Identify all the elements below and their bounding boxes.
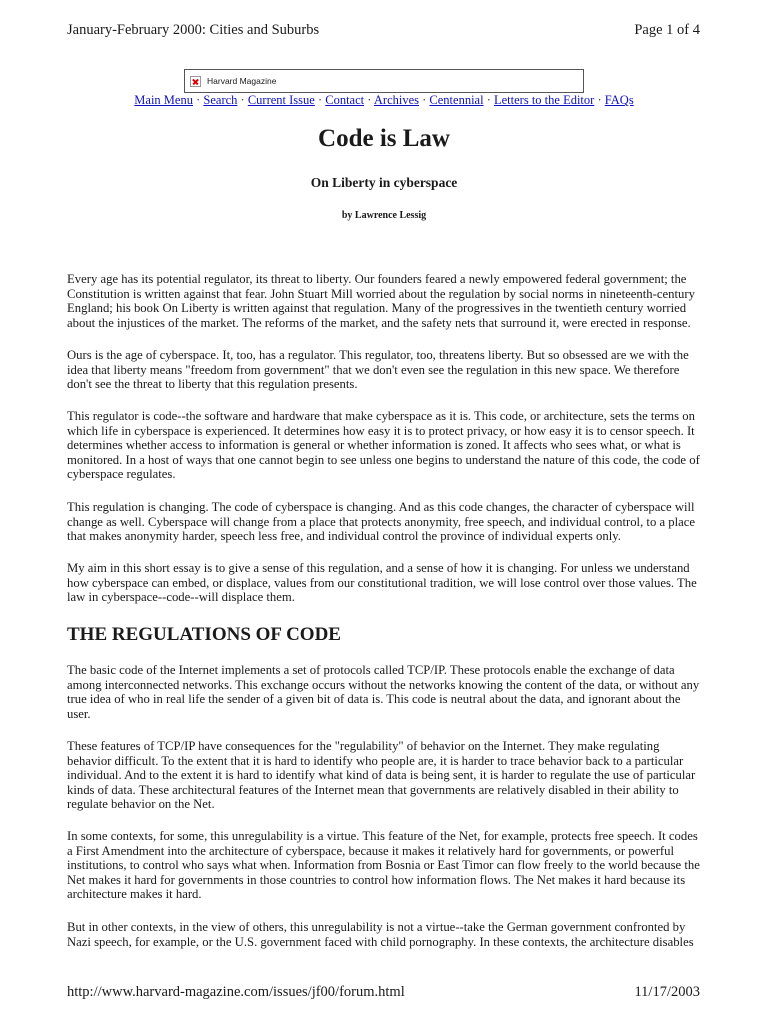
page-number: Page 1 of 4 (634, 22, 700, 38)
nav-separator: · (422, 93, 427, 107)
nav-separator: · (317, 93, 323, 107)
paragraph: These features of TCP/IP have consequences for the "regulability" of behavior on the Internet. They make regulating behavior difficult. To the extent that it is hard to identify who people are, it is harder to trace behavior back to a particular individual. And to the extent it is hard to identify what kind of data is being sent, it is harder to regulate the use of particular kinds of data. These architectural features of the Internet mean that governments are relatively disabled in their ability to regulate behavior on the Net. (67, 739, 696, 812)
nav-letters-to-the-editor[interactable]: Letters to the Editor (494, 93, 595, 107)
nav-separator: · (367, 93, 372, 107)
intro-paragraph-5 (67, 561, 703, 605)
article-byline: by Lawrence Lessig (341, 210, 427, 221)
section-paragraph-3 (67, 829, 703, 902)
footer-url: http://www.harvard-magazine.com/issues/jf00/forum.html (67, 984, 405, 1000)
paragraph: My aim in this short essay is to give a sense of this regulation, and a sense of how it is changing. For unless we understand how cyberspace can embed, or displace, values from our constitutional tradition, we will lose control over those values. The law in cyberspace--code--will displace them. (67, 561, 697, 605)
broken-image-icon (190, 76, 201, 87)
intro-paragraph-3 (67, 409, 703, 482)
page-header-title: January-February 2000: Cities and Suburbs (67, 22, 320, 38)
paragraph: The basic code of the Internet implements a set of protocols called TCP/IP. These protocols enable the exchange of data among interconnected networks. This exchange occurs without the networks knowing the content of the data, or without any true idea of who in real life the sender of a given bit of data is. This code is neutral about the data, and ignorant about the user. (67, 663, 700, 721)
nav-separator: · (597, 93, 602, 107)
intro-paragraph-1 (67, 272, 703, 330)
nav-archives[interactable]: Archives (373, 93, 419, 107)
article-title: Code is Law (318, 125, 450, 152)
harvard-magazine-banner[interactable] (184, 69, 584, 93)
section-paragraph-2 (67, 739, 703, 812)
nav-centennial[interactable]: Centennial (429, 93, 484, 107)
paragraph: Ours is the age of cyberspace. It, too, has a regulator. This regulator, too, threatens liberty. But so obsessed are we with the idea that liberty means "freedom from government" that we don't even see the regulation in this new space. We therefore don't see the threat to liberty that this regulation presents. (67, 348, 689, 392)
main-navigation (0, 93, 768, 108)
nav-contact[interactable]: Contact (325, 93, 365, 107)
intro-paragraph-4 (67, 500, 703, 544)
nav-search[interactable]: Search (203, 93, 238, 107)
nav-separator: · (486, 93, 491, 107)
nav-current-issue[interactable]: Current Issue (247, 93, 315, 107)
footer-date: 11/17/2003 (634, 984, 700, 1000)
paragraph: This regulation is changing. The code of cyberspace is changing. And as this code changes, the character of cyberspace will change as well. Cyberspace will change from a place that protects anonymity, free speech, and individual control, to a place that makes anonymity harder, speech less free, and individual control the province of individual experts only. (67, 500, 696, 544)
paragraph: But in other contexts, in the view of others, this unregulability is not a virtue--take the German government confronted by Nazi speech, for example, or the U.S. government faced with child pornography. In these contexts, the architecture disables (67, 920, 694, 949)
nav-separator: · (240, 93, 245, 107)
page-footer (67, 984, 700, 1004)
section-paragraph-4 (67, 920, 703, 949)
paragraph: Every age has its potential regulator, its threat to liberty. Our founders feared a newly empowered federal government; the Constitution is written against that fear. John Stuart Mill worried about the regulation by social norms in nineteenth-century England; his book On Liberty is written against that regulation. Many of the progressives in the twentieth century worried about the injustices of the market. The reforms of the market, and the safety nets that surround it, were erected in response. (67, 272, 695, 330)
nav-main-menu[interactable]: Main Menu (134, 93, 193, 107)
section-heading: THE REGULATIONS OF CODE (67, 624, 341, 645)
banner-alt-text: Harvard Magazine (207, 76, 277, 86)
section-paragraph-1 (67, 663, 703, 721)
intro-paragraph-2 (67, 348, 703, 392)
page-header (67, 22, 700, 42)
nav-separator: · (196, 93, 201, 107)
paragraph: In some contexts, for some, this unregulability is a virtue. This feature of the Net, for example, protects free speech. It codes a First Amendment into the architecture of cyberspace, because it makes it relatively hard for governments, or powerful institutions, to control who says what when. Information from Bosnia or East Timor can flow freely to the world because the Net makes it hard for governments in those countries to control how information flows. The Net makes it hard because its architecture makes it hard. (67, 829, 700, 902)
paragraph: This regulator is code--the software and hardware that make cyberspace as it is. This code, or architecture, sets the terms on which life in cyberspace is experienced. It determines how easy it is to protect privacy, or how easy it is to censor speech. It determines whether access to information is general or whether information is zoned. It affects who sees what, or what is monitored. In a host of ways that one cannot begin to see unless one begins to understand the nature of this code, the code of cyberspace regulates. (67, 409, 700, 482)
article-subtitle: On Liberty in cyberspace (310, 175, 458, 190)
nav-faqs[interactable]: FAQs (604, 93, 634, 107)
